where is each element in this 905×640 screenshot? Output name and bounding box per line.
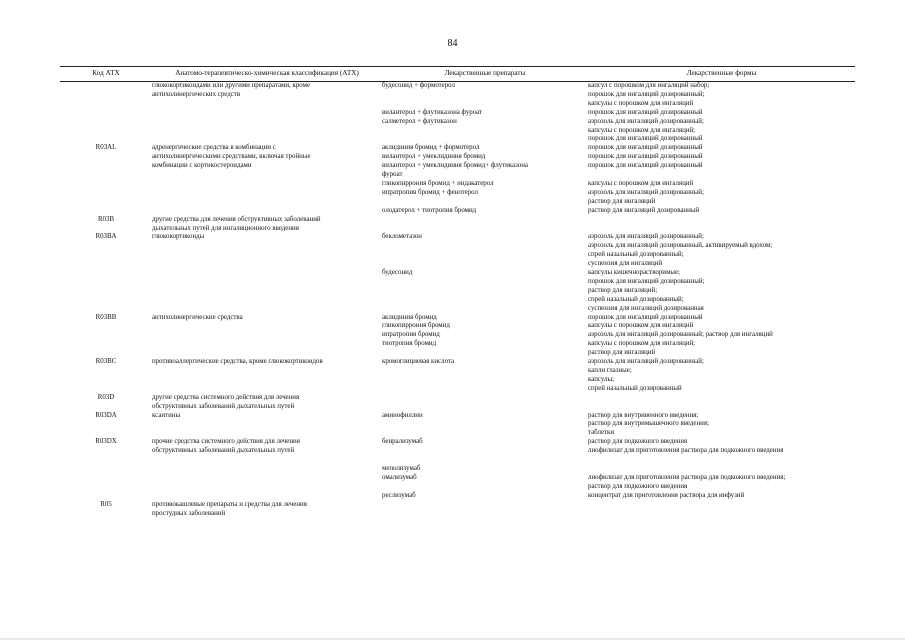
atc-code: R03B bbox=[97, 215, 115, 223]
drug-entry bbox=[382, 269, 855, 314]
form-line: капсулы с порошком для ингаляций bbox=[588, 322, 694, 330]
classification-line: другие средства для лечения обструктивных заболеваний bbox=[152, 215, 321, 223]
drug-forms bbox=[588, 465, 855, 474]
drug-line bbox=[382, 456, 582, 465]
table-body bbox=[60, 82, 855, 518]
form-line: капсулы; bbox=[588, 375, 614, 383]
form-line: аэрозоль для ингаляций дозированный; bbox=[588, 233, 704, 241]
classification-line: комбинации с кортикостероидами bbox=[152, 162, 252, 170]
form-line: концентрат для приготовления раствора для инфузий bbox=[588, 491, 745, 499]
drug-entries bbox=[382, 394, 855, 412]
form-line: капсулы с порошком для ингаляций bbox=[588, 99, 694, 107]
atc-code: R03BA bbox=[95, 233, 117, 241]
drug-entry bbox=[382, 331, 855, 340]
drug-forms bbox=[588, 456, 855, 465]
drug-entry bbox=[382, 340, 855, 358]
form-line: капсул с порошком для ингаляций набор; bbox=[588, 82, 710, 89]
drug-name bbox=[382, 412, 588, 439]
form-line bbox=[588, 465, 855, 474]
form-line: порошок для ингаляций дозированный; bbox=[588, 277, 705, 285]
form-line: спрей назальный дозированный bbox=[588, 384, 682, 392]
atc-classification bbox=[152, 358, 382, 394]
form-line: аэрозоль для ингаляций дозированный; bbox=[588, 358, 704, 366]
drug-entry bbox=[382, 189, 855, 207]
atc-code: R03D bbox=[97, 393, 115, 401]
drug-line: беклометазон bbox=[382, 233, 422, 241]
form-line: раствор для внутривенного введения; bbox=[588, 411, 699, 419]
drug-forms bbox=[588, 233, 855, 269]
table-row bbox=[60, 144, 855, 215]
form-line: таблетки bbox=[588, 429, 615, 437]
header-drugs: Лекарственные препараты bbox=[444, 69, 526, 77]
form-line: капсулы кишечнорастворимые; bbox=[588, 269, 680, 277]
drug-name bbox=[382, 465, 588, 474]
drug-forms bbox=[588, 438, 855, 447]
form-line: суспензия для ингаляций дозированная bbox=[588, 304, 704, 312]
drug-line: ипратропия бромид bbox=[382, 331, 440, 339]
drug-entries bbox=[382, 358, 855, 394]
drug-name bbox=[382, 189, 588, 207]
form-line: аэрозоль для ингаляций дозированный, активируемый вдохом; bbox=[588, 242, 773, 250]
drug-forms bbox=[588, 82, 855, 109]
drug-line: реслизумаб bbox=[382, 491, 416, 499]
form-line: порошок для ингаляций дозированный; bbox=[588, 90, 705, 98]
drug-name bbox=[382, 447, 588, 456]
table-row bbox=[60, 233, 855, 313]
form-line: суспензия для ингаляций bbox=[588, 260, 663, 268]
drug-forms bbox=[588, 162, 855, 180]
atc-code: R03AL bbox=[95, 144, 117, 152]
drug-forms bbox=[588, 492, 855, 501]
drug-line: салметерол + флутиказон bbox=[382, 117, 457, 125]
drug-entries bbox=[382, 233, 855, 313]
atc-code: R03DX bbox=[95, 438, 117, 446]
drug-name bbox=[382, 207, 588, 216]
drug-forms bbox=[588, 474, 855, 492]
drug-forms bbox=[588, 447, 855, 456]
table-row bbox=[60, 394, 855, 412]
classification-line: антихолинергических средств bbox=[152, 90, 241, 98]
drug-entry bbox=[382, 180, 855, 189]
drug-name bbox=[382, 474, 588, 492]
drug-entries bbox=[382, 314, 855, 359]
drug-line: омализумаб bbox=[382, 473, 417, 481]
drug-entries bbox=[382, 501, 855, 519]
header-classification: Анатомо-терапевтическо-химическая классификация (АТХ) bbox=[175, 69, 359, 77]
drug-forms bbox=[588, 412, 855, 439]
classification-line: простудных заболеваний bbox=[152, 509, 226, 517]
drug-entries bbox=[382, 144, 855, 215]
form-line: порошок для ингаляций дозированный bbox=[588, 313, 703, 321]
form-line: лиофилизат для приготовления раствора для подкожного введения bbox=[588, 447, 784, 455]
drug-line: фуроат bbox=[382, 171, 403, 179]
table-row bbox=[60, 438, 855, 500]
atc-classification bbox=[152, 501, 382, 519]
drug-name bbox=[382, 153, 588, 162]
form-line: раствор для подкожного введения bbox=[588, 482, 688, 490]
drug-name bbox=[382, 269, 588, 314]
page-number: 84 bbox=[447, 38, 458, 49]
drug-name bbox=[382, 118, 588, 145]
form-line: лиофилизат для приготовления раствора для подкожного введения; bbox=[588, 473, 786, 481]
form-line: аэрозоль для ингаляций дозированный; bbox=[588, 188, 704, 196]
classification-line: глюкокортикоидами или другими препаратами, кроме bbox=[152, 82, 311, 89]
form-line: капсулы с порошком для ингаляций bbox=[588, 179, 694, 187]
drug-forms bbox=[588, 269, 855, 314]
drug-entry bbox=[382, 322, 855, 331]
drug-name bbox=[382, 492, 588, 501]
form-line: раствор для ингаляций bbox=[588, 197, 656, 205]
drug-line: бенрализумаб bbox=[382, 438, 423, 446]
drug-entry bbox=[382, 465, 855, 474]
drug-line: аминофиллин bbox=[382, 411, 423, 419]
form-line: порошок для ингаляций дозированный bbox=[588, 108, 703, 116]
drug-name bbox=[382, 109, 588, 118]
form-line: раствор для ингаляций bbox=[588, 349, 656, 357]
drug-forms bbox=[588, 153, 855, 162]
table-row bbox=[60, 314, 855, 359]
drug-forms bbox=[588, 207, 855, 216]
form-line: спрей назальный дозированный; bbox=[588, 295, 684, 303]
drug-entry bbox=[382, 118, 855, 145]
drug-line: аклидиния бромид bbox=[382, 313, 437, 321]
classification-line: адренергические средства в комбинации с bbox=[152, 144, 276, 152]
drug-forms bbox=[588, 322, 855, 331]
drug-line: вилантерол + умеклидиния бромид bbox=[382, 153, 486, 161]
drug-entry bbox=[382, 447, 855, 456]
classification-line: антихолинергическими средствами, включая тройные bbox=[152, 153, 311, 161]
classification-line: другие средства системного действия для лечения bbox=[152, 393, 300, 401]
drug-entry bbox=[382, 438, 855, 447]
form-line: порошок для ингаляций дозированный bbox=[588, 144, 703, 152]
drug-entry bbox=[382, 82, 855, 109]
classification-line: противокашлевые препараты и средства для лечения bbox=[152, 500, 307, 508]
drug-line: олодатерол + тиотропия бромид bbox=[382, 206, 477, 214]
drug-entry bbox=[382, 162, 855, 180]
drug-line: меполизумаб bbox=[382, 464, 421, 472]
form-line: раствор для внутримышечного введения; bbox=[588, 420, 709, 428]
atc-classification bbox=[152, 438, 382, 500]
atc-code: R05 bbox=[100, 500, 112, 508]
form-line: порошок для ингаляций дозированный bbox=[588, 162, 703, 170]
atc-classification bbox=[152, 412, 382, 439]
classification-line: противоаллергические средства, кроме глюкокортикоидов bbox=[152, 358, 323, 366]
drug-entry bbox=[382, 153, 855, 162]
drug-name bbox=[382, 314, 588, 323]
atc-classification bbox=[152, 82, 382, 144]
table-row bbox=[60, 358, 855, 394]
table-header bbox=[60, 66, 855, 82]
header-code: Код АТХ bbox=[92, 69, 120, 77]
classification-line: глюкокортикоиды bbox=[152, 233, 205, 241]
drug-entries bbox=[382, 438, 855, 500]
drug-line: аклидиния бромид + формотерол bbox=[382, 144, 480, 152]
drug-entry bbox=[382, 109, 855, 118]
drug-forms bbox=[588, 109, 855, 118]
drug-line: вилантерол + флутиказона фуроат bbox=[382, 108, 483, 116]
atc-code bbox=[60, 82, 152, 144]
drug-forms bbox=[588, 189, 855, 207]
form-line: раствор для ингаляций дозированный bbox=[588, 206, 700, 214]
drug-forms bbox=[588, 331, 855, 340]
drug-line: тиотропия бромид bbox=[382, 340, 437, 348]
drug-name bbox=[382, 456, 588, 465]
drug-line: будесонид bbox=[382, 269, 413, 277]
drug-name bbox=[382, 82, 588, 109]
form-line: раствор для ингаляций; bbox=[588, 286, 658, 294]
drug-entry bbox=[382, 412, 855, 439]
atc-code: R03DA bbox=[95, 411, 117, 419]
form-line: порошок для ингаляций дозированный bbox=[588, 135, 703, 143]
classification-line: ксантины bbox=[152, 411, 181, 419]
drug-entry bbox=[382, 456, 855, 465]
drug-name bbox=[382, 322, 588, 331]
form-line bbox=[588, 456, 855, 465]
drug-name bbox=[382, 144, 588, 153]
drug-line: гликопиррония бромид + индакатерол bbox=[382, 179, 494, 187]
drug-name bbox=[382, 233, 588, 269]
drug-entry bbox=[382, 492, 855, 501]
classification-line: дыхательных путей для ингаляционного введения bbox=[152, 224, 299, 232]
drug-line: гликопиррония бромид bbox=[382, 322, 450, 330]
drug-name bbox=[382, 340, 588, 358]
drug-line: ипратропия бромид + фенотерол bbox=[382, 188, 478, 196]
drug-forms bbox=[588, 144, 855, 153]
atc-classification bbox=[152, 233, 382, 313]
classification-line: прочие средства системного действия для лечения bbox=[152, 438, 300, 446]
form-line: капсулы с порошком для ингаляций; bbox=[588, 340, 696, 348]
atc-code: R03BB bbox=[95, 313, 117, 321]
drug-entry bbox=[382, 207, 855, 216]
drug-entries bbox=[382, 412, 855, 439]
drug-forms bbox=[588, 180, 855, 189]
form-line: спрей назальный дозированный; bbox=[588, 251, 684, 259]
drug-forms bbox=[588, 340, 855, 358]
drug-entry bbox=[382, 144, 855, 153]
form-line: капли глазные; bbox=[588, 367, 632, 374]
drug-forms bbox=[588, 314, 855, 323]
drug-line: кромоглициевая кислота bbox=[382, 358, 455, 366]
classification-line: антихолинергические средства bbox=[152, 313, 243, 321]
classification-line: обструктивных заболеваний дыхательных путей bbox=[152, 447, 295, 455]
table-row bbox=[60, 216, 855, 234]
drug-entry bbox=[382, 474, 855, 492]
drug-name bbox=[382, 180, 588, 189]
form-line: порошок для ингаляций дозированный bbox=[588, 153, 703, 161]
atc-classification bbox=[152, 216, 382, 234]
form-line: капсулы с порошком для ингаляций; bbox=[588, 126, 696, 134]
drug-entry bbox=[382, 314, 855, 323]
atc-classification bbox=[152, 144, 382, 215]
drug-line: вилантерол + умеклидиния бромид+ флутиказона bbox=[382, 162, 528, 170]
drug-name bbox=[382, 331, 588, 340]
form-line: аэрозоль для ингаляций дозированный; bbox=[588, 117, 704, 125]
drug-line: будесонид + формотерол bbox=[382, 82, 455, 89]
header-forms: Лекарственные формы bbox=[686, 69, 757, 77]
form-line: аэрозоль для ингаляций дозированный; раствор для ингаляций bbox=[588, 331, 773, 339]
table-row bbox=[60, 501, 855, 519]
drug-entry bbox=[382, 233, 855, 269]
drug-line bbox=[382, 447, 582, 456]
drug-entries bbox=[382, 216, 855, 234]
table-row bbox=[60, 412, 855, 439]
drug-name bbox=[382, 162, 588, 180]
drug-forms bbox=[588, 358, 855, 394]
classification-line: обструктивных заболеваний дыхательных путей bbox=[152, 402, 295, 410]
atc-classification bbox=[152, 394, 382, 412]
form-line: раствор для подкожного введения bbox=[588, 438, 688, 446]
atc-code: R03BC bbox=[95, 358, 117, 366]
table-row bbox=[60, 82, 855, 144]
drug-entries bbox=[382, 82, 855, 144]
drug-forms bbox=[588, 118, 855, 145]
atc-classification bbox=[152, 314, 382, 359]
drug-name bbox=[382, 358, 588, 394]
drug-name bbox=[382, 438, 588, 447]
drug-entry bbox=[382, 358, 855, 394]
